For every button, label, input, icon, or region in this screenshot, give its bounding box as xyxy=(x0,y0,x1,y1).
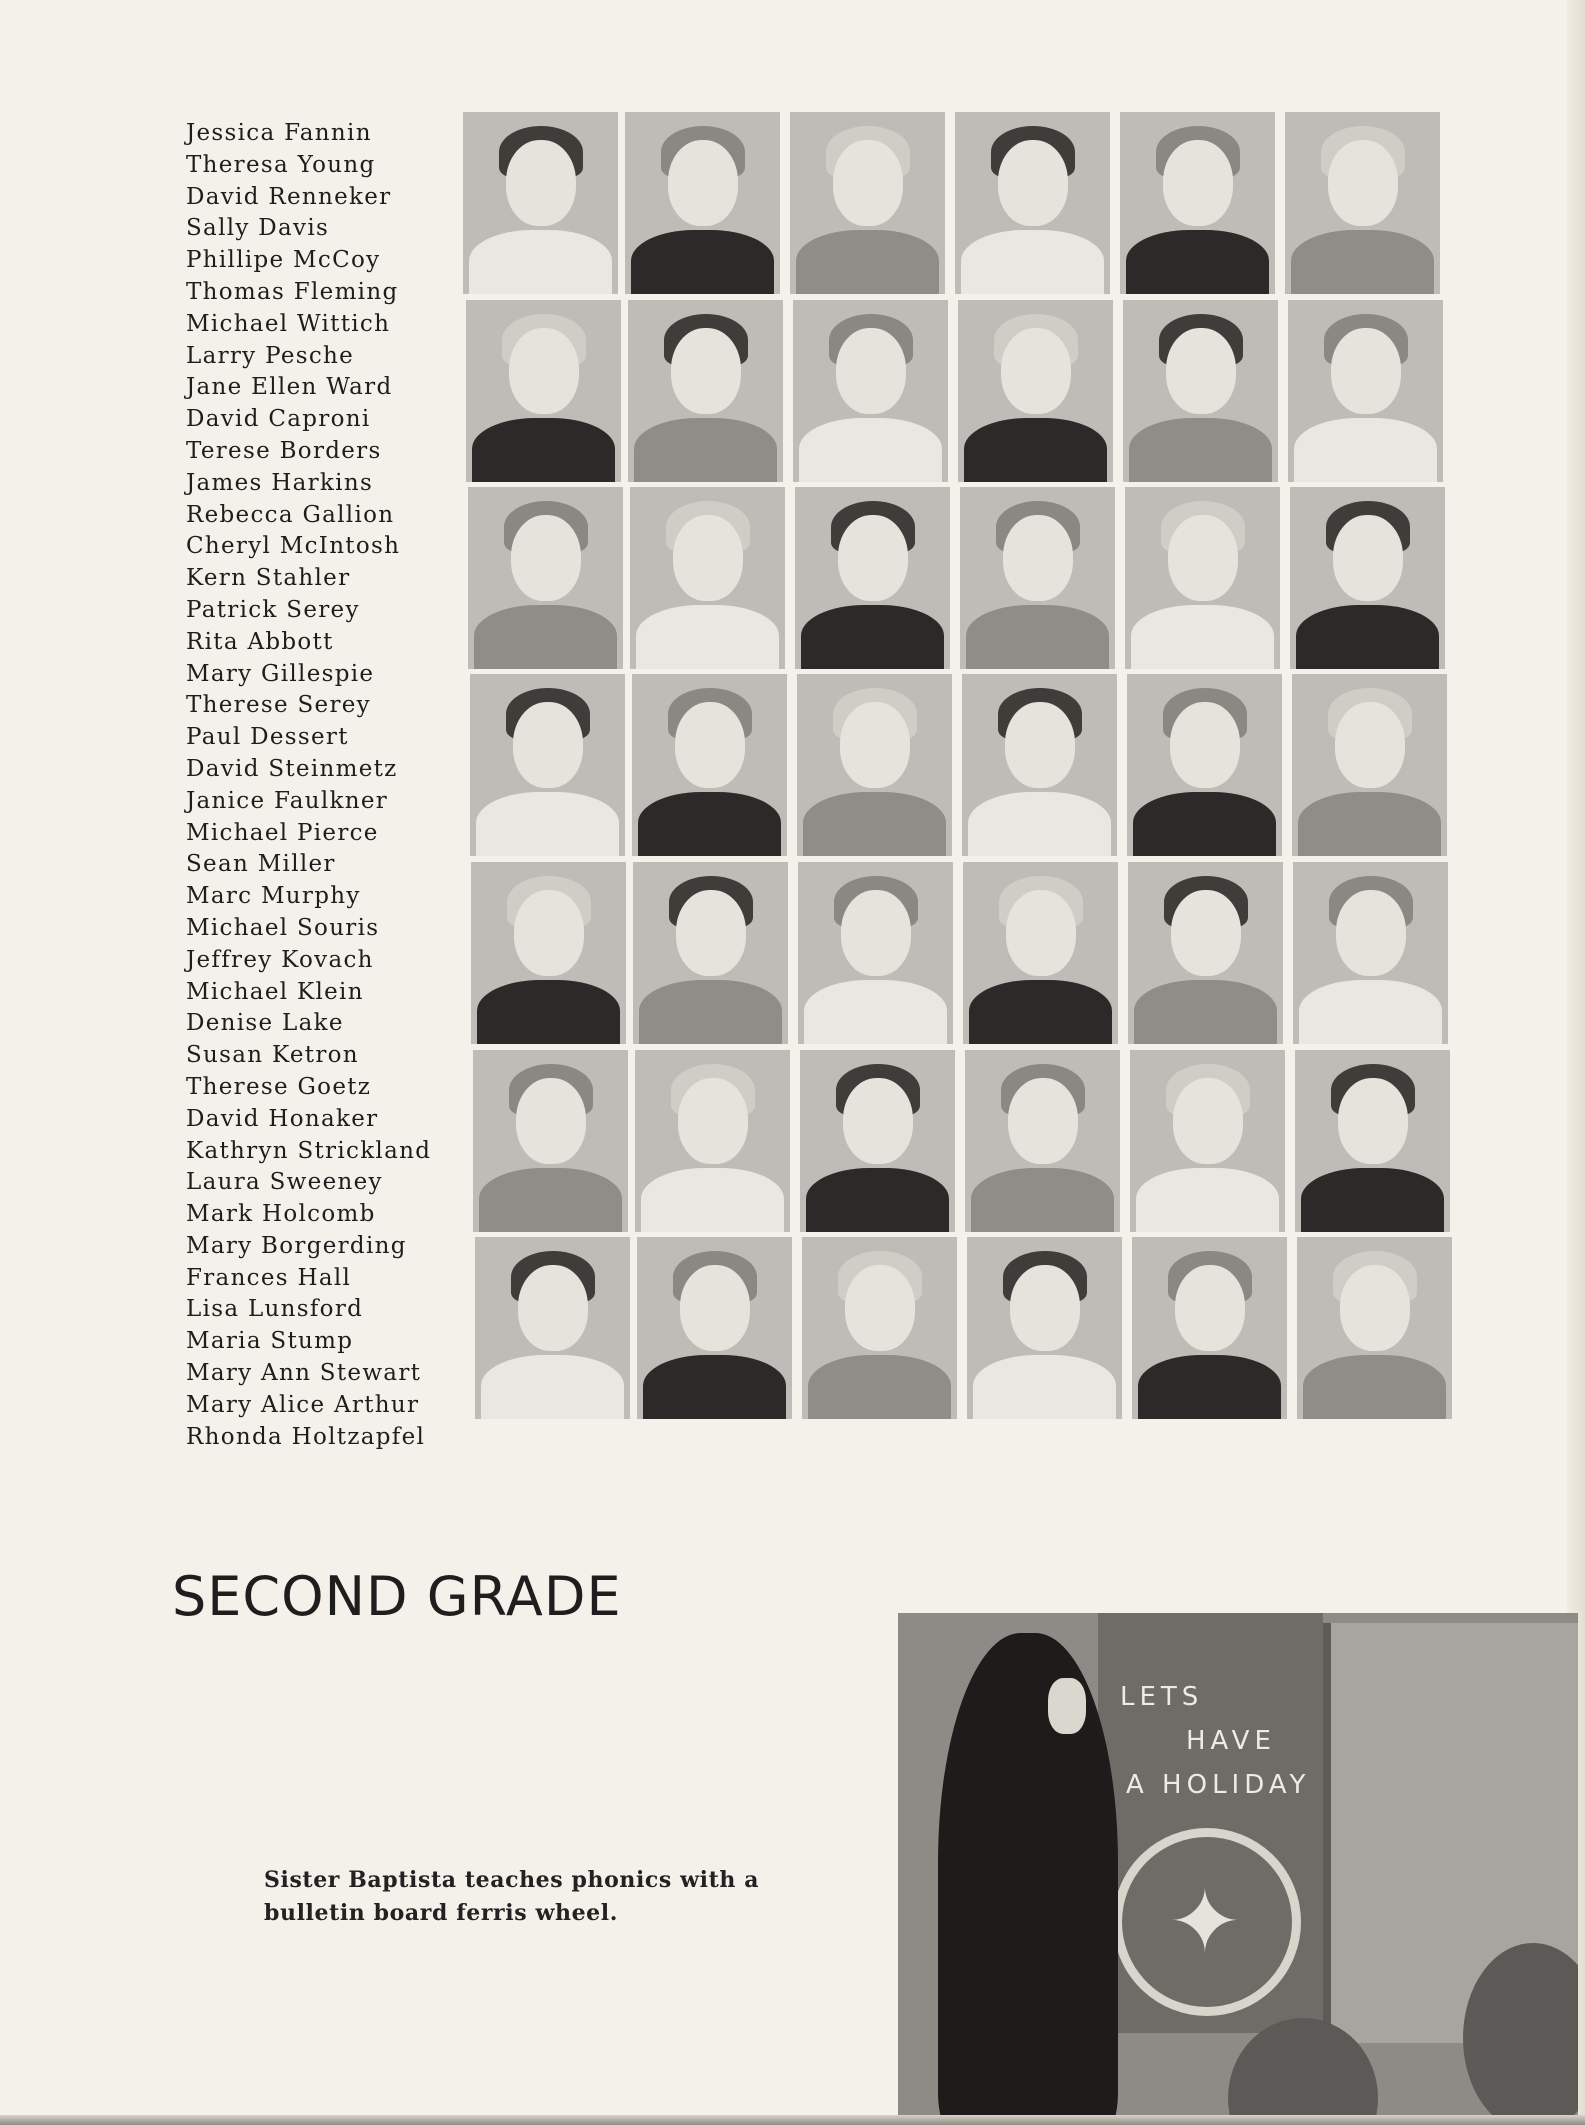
portrait-face xyxy=(1328,140,1398,226)
portrait-face xyxy=(1003,515,1073,601)
portrait-body xyxy=(476,792,619,856)
student-portrait xyxy=(802,1237,957,1419)
student-name: Larry Pesche xyxy=(186,342,355,369)
portrait-face xyxy=(1333,515,1403,601)
portrait-body xyxy=(469,230,612,294)
student-name: Michael Wittich xyxy=(186,310,391,337)
student-portrait xyxy=(960,487,1115,669)
portrait-body xyxy=(481,1355,624,1419)
portrait-face xyxy=(1008,1078,1078,1164)
portrait-body xyxy=(968,792,1111,856)
student-name: Jeffrey Kovach xyxy=(186,946,374,973)
student-name: Kern Stahler xyxy=(186,565,351,592)
photo-row xyxy=(463,112,1463,296)
student-portrait xyxy=(1123,300,1278,482)
student-portrait xyxy=(628,300,783,482)
portrait-face xyxy=(1175,1265,1245,1351)
portrait-face xyxy=(671,328,741,414)
photo-row xyxy=(463,1050,1463,1234)
bulletin-line-2: HAVE xyxy=(1186,1726,1276,1756)
portrait-face xyxy=(1001,328,1071,414)
student-portrait xyxy=(468,487,623,669)
student-portrait xyxy=(637,1237,792,1419)
student-name: Michael Klein xyxy=(186,978,364,1005)
student-name: Mary Gillespie xyxy=(186,660,375,687)
student-portrait xyxy=(1293,862,1448,1044)
bulletin-line-3: A HOLIDAY xyxy=(1126,1770,1311,1800)
portrait-face xyxy=(841,890,911,976)
student-name: Mary Alice Arthur xyxy=(186,1391,420,1418)
portrait-face xyxy=(675,702,745,788)
portrait-body xyxy=(472,418,615,482)
portrait-face xyxy=(673,515,743,601)
portrait-body xyxy=(966,605,1109,669)
portrait-body xyxy=(796,230,939,294)
portrait-body xyxy=(477,980,620,1044)
student-name: Patrick Serey xyxy=(186,596,360,623)
portrait-face xyxy=(836,328,906,414)
student-portrait xyxy=(1132,1237,1287,1419)
student-portrait xyxy=(798,862,953,1044)
portrait-body xyxy=(973,1355,1116,1419)
portrait-body xyxy=(1299,980,1442,1044)
portrait-face xyxy=(516,1078,586,1164)
ferris-wheel-star-icon: ✦ xyxy=(1168,1870,1242,1973)
photo-row xyxy=(463,300,1463,484)
student-name: Frances Hall xyxy=(186,1264,352,1291)
student-name: Paul Dessert xyxy=(186,724,349,751)
student-name: Therese Serey xyxy=(186,692,371,719)
portrait-body xyxy=(1303,1355,1446,1419)
student-name: Lisa Lunsford xyxy=(186,1296,364,1323)
portrait-body xyxy=(643,1355,786,1419)
classroom-photo xyxy=(898,1613,1578,2118)
student-portrait xyxy=(962,674,1117,856)
student-portrait xyxy=(955,112,1110,294)
student-name: Laura Sweeney xyxy=(186,1169,383,1196)
student-portrait xyxy=(466,300,621,482)
portrait-face xyxy=(676,890,746,976)
portrait-face xyxy=(678,1078,748,1164)
portrait-body xyxy=(1134,980,1277,1044)
portrait-body xyxy=(964,418,1107,482)
student-portrait xyxy=(470,674,625,856)
portrait-face xyxy=(680,1265,750,1351)
student-name: Michael Pierce xyxy=(186,819,379,846)
page-bottom-edge xyxy=(0,2115,1585,2125)
portrait-face xyxy=(1331,328,1401,414)
portrait-body xyxy=(808,1355,951,1419)
portrait-face xyxy=(1170,702,1240,788)
student-portrait xyxy=(800,1050,955,1232)
portrait-body xyxy=(1126,230,1269,294)
student-portrait xyxy=(1127,674,1282,856)
student-portrait xyxy=(633,862,788,1044)
student-portrait xyxy=(632,674,787,856)
portrait-face xyxy=(1005,702,1075,788)
portrait-face xyxy=(845,1265,915,1351)
portrait-body xyxy=(474,605,617,669)
student-name: Jane Ellen Ward xyxy=(186,374,393,401)
portrait-body xyxy=(799,418,942,482)
student-portrait xyxy=(1292,674,1447,856)
bulletin-line-1: LETS xyxy=(1120,1682,1204,1712)
portrait-face xyxy=(513,702,583,788)
student-name: Rita Abbott xyxy=(186,628,334,655)
student-portrait xyxy=(630,487,785,669)
portrait-body xyxy=(1294,418,1437,482)
student-portrait xyxy=(635,1050,790,1232)
student-portrait xyxy=(625,112,780,294)
portrait-body xyxy=(1131,605,1274,669)
portrait-face xyxy=(998,140,1068,226)
portrait-face xyxy=(1010,1265,1080,1351)
student-portrait xyxy=(793,300,948,482)
portrait-face xyxy=(1336,890,1406,976)
student-portrait xyxy=(1130,1050,1285,1232)
student-portrait xyxy=(1128,862,1283,1044)
portrait-face xyxy=(1335,702,1405,788)
portrait-body xyxy=(1296,605,1439,669)
student-name: Cheryl McIntosh xyxy=(186,533,401,560)
student-name: Sean Miller xyxy=(186,851,336,878)
student-portrait xyxy=(473,1050,628,1232)
photo-row xyxy=(463,862,1463,1046)
portrait-face xyxy=(506,140,576,226)
portrait-face xyxy=(1006,890,1076,976)
student-portrait xyxy=(1290,487,1445,669)
student-name: Therese Goetz xyxy=(186,1073,372,1100)
portrait-body xyxy=(1133,792,1276,856)
portrait-face xyxy=(843,1078,913,1164)
portrait-body xyxy=(969,980,1112,1044)
portrait-face xyxy=(514,890,584,976)
student-portrait xyxy=(463,112,618,294)
portrait-face xyxy=(1166,328,1236,414)
student-portrait xyxy=(965,1050,1120,1232)
student-name: Maria Stump xyxy=(186,1328,354,1355)
portrait-body xyxy=(636,605,779,669)
photo-row xyxy=(463,674,1463,858)
section-heading: SECOND GRADE xyxy=(172,1565,622,1628)
portrait-body xyxy=(806,1168,949,1232)
portrait-face xyxy=(1168,515,1238,601)
portrait-face xyxy=(509,328,579,414)
portrait-face xyxy=(668,140,738,226)
portrait-face xyxy=(1338,1078,1408,1164)
student-name: David Steinmetz xyxy=(186,755,398,782)
photo-row xyxy=(463,487,1463,671)
teacher-figure xyxy=(938,1633,1118,2118)
student-name: Mary Ann Stewart xyxy=(186,1360,422,1387)
portrait-face xyxy=(1173,1078,1243,1164)
portrait-body xyxy=(1136,1168,1279,1232)
portrait-face xyxy=(1340,1265,1410,1351)
portrait-face xyxy=(840,702,910,788)
student-name: James Harkins xyxy=(186,469,374,496)
student-portrait xyxy=(963,862,1118,1044)
student-portrait xyxy=(795,487,950,669)
photo-row xyxy=(463,1237,1463,1421)
student-name: Phillipe McCoy xyxy=(186,247,381,274)
portrait-body xyxy=(1298,792,1441,856)
student-portrait xyxy=(1120,112,1275,294)
portrait-body xyxy=(804,980,947,1044)
portrait-body xyxy=(961,230,1104,294)
student-name: Janice Faulkner xyxy=(186,787,389,814)
portrait-face xyxy=(833,140,903,226)
teacher-face xyxy=(1048,1678,1086,1734)
student-name: Sally Davis xyxy=(186,215,330,242)
portrait-body xyxy=(1129,418,1272,482)
student-portrait xyxy=(967,1237,1122,1419)
student-name: David Honaker xyxy=(186,1105,379,1132)
student-portrait xyxy=(471,862,626,1044)
student-name: Mary Borgerding xyxy=(186,1232,407,1259)
student-portrait xyxy=(797,674,952,856)
student-name: David Caproni xyxy=(186,406,371,433)
portrait-face xyxy=(1171,890,1241,976)
student-name: Susan Ketron xyxy=(186,1042,359,1069)
student-portrait xyxy=(475,1237,630,1419)
portrait-face xyxy=(838,515,908,601)
student-name: Kathryn Strickland xyxy=(186,1137,432,1164)
portrait-face xyxy=(1163,140,1233,226)
portrait-body xyxy=(1138,1355,1281,1419)
student-portrait xyxy=(1125,487,1280,669)
student-portrait xyxy=(1288,300,1443,482)
portrait-body xyxy=(1301,1168,1444,1232)
portrait-body xyxy=(631,230,774,294)
portrait-body xyxy=(971,1168,1114,1232)
portrait-body xyxy=(638,792,781,856)
student-name: Mark Holcomb xyxy=(186,1201,376,1228)
student-portrait xyxy=(790,112,945,294)
student-portrait xyxy=(1297,1237,1452,1419)
student-portrait xyxy=(958,300,1113,482)
student-name: Jessica Fannin xyxy=(186,120,372,146)
portrait-face xyxy=(518,1265,588,1351)
portrait-body xyxy=(803,792,946,856)
student-name: Marc Murphy xyxy=(186,883,361,910)
student-name: Rhonda Holtzapfel xyxy=(186,1423,426,1450)
student-name: Michael Souris xyxy=(186,914,380,941)
bulletin-board-text xyxy=(1098,1675,1323,1807)
portrait-face xyxy=(511,515,581,601)
portrait-body xyxy=(479,1168,622,1232)
portrait-body xyxy=(634,418,777,482)
student-name: Thomas Fleming xyxy=(186,278,399,305)
portrait-body xyxy=(1291,230,1434,294)
student-name: Theresa Young xyxy=(186,151,376,178)
portrait-body xyxy=(641,1168,784,1232)
photo-caption: Sister Baptista teaches phonics with a bulletin board ferris wheel. xyxy=(264,1867,760,1926)
student-name: Rebecca Gallion xyxy=(186,501,395,528)
portrait-body xyxy=(639,980,782,1044)
student-portrait xyxy=(1295,1050,1450,1232)
student-name: Terese Borders xyxy=(186,437,382,464)
student-portrait xyxy=(1285,112,1440,294)
student-name: David Renneker xyxy=(186,183,392,210)
student-name: Denise Lake xyxy=(186,1010,344,1037)
portrait-body xyxy=(801,605,944,669)
student-name-list xyxy=(186,118,466,1453)
